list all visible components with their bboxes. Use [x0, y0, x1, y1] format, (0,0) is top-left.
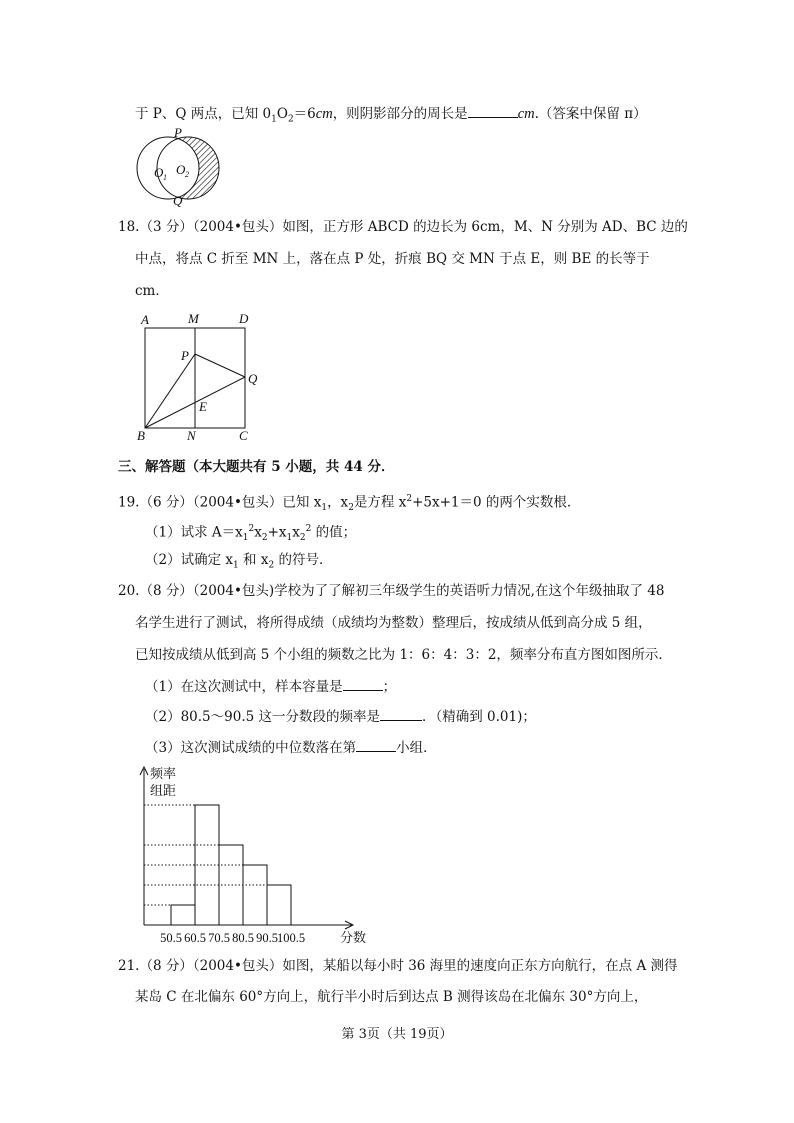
label-e: E	[199, 399, 207, 414]
x-tick-label: 80.5	[232, 931, 254, 945]
histogram-bar	[243, 865, 267, 925]
q19-item1: （1）试求 $A=x_1^2x_2+x_1x_2^2$ 的值；	[145, 524, 357, 544]
ylabel-top: 频率	[150, 766, 177, 781]
label-p: P	[174, 125, 182, 140]
x-tick-label: 90.5	[256, 931, 278, 945]
q20-item1: （1）在这次测试中，样本容量是 ；	[145, 676, 396, 697]
q20-item3: （3）这次测试成绩的中位数落在第 小组．	[145, 737, 437, 758]
q17-text: 于 P、Q 两点，已知 $0_1O_2=6cm$，则阴影部分的周长是 cm.（答案中保留 π）	[135, 103, 647, 130]
q21-line2: 某岛 C 在北偏东 60°方向上，航行半小时后到达点 B 测得该岛在北偏东 30°方向上，	[135, 989, 648, 1005]
page-footer: 第 3页（共 19页）	[341, 1027, 453, 1042]
xlabel: 分数	[340, 930, 367, 945]
label-m: M	[188, 311, 199, 326]
label-p: P	[181, 348, 189, 363]
label-o1-sub: 1	[163, 173, 167, 182]
label-q: Q	[248, 371, 258, 386]
q17-answer-blank	[468, 103, 518, 118]
frequency-histogram	[135, 765, 375, 945]
q21-line1: 21.（8 分）（2004•包头）如图，某船以每小时 36 海里的速度向正东方向航行，在点 A 测得	[118, 958, 678, 974]
two-circles-figure	[130, 125, 230, 208]
x-tick-label: 50.5	[160, 931, 182, 945]
q19-line1: 19.（6 分）（2004•包头）已知 $x_1$，$x_2$是方程 $x^2+5x+1=0$ 的两个实数根．	[118, 494, 581, 514]
x-tick-label: 60.5	[184, 931, 206, 945]
label-c: C	[239, 428, 248, 443]
q20-line1: 20.（8 分）（2004•包头)学校为了了解初三年级学生的英语听力情况,在这个年级抽取了 48	[118, 583, 665, 599]
histogram-bar	[267, 885, 291, 925]
histogram-bar	[171, 905, 195, 925]
label-n: N	[187, 428, 196, 443]
q20-line3: 已知按成绩从低到高 5 个小组的频数之比为 1：6：4：3：2，频率分布直方图如图所示．	[135, 647, 672, 663]
q18-line1: 18.（3 分）（2004•包头）如图，正方形 ABCD 的边长为 6cm，M、N 分别为 AD、BC 边的	[118, 219, 688, 235]
q19-item2: （2）试确定 $x_1$ 和 $x_2$ 的符号．	[145, 552, 333, 571]
label-o2: O	[176, 162, 186, 177]
label-b: B	[137, 428, 145, 443]
ylabel-bottom: 组距	[150, 783, 177, 798]
x-tick-label: 100.5	[276, 931, 306, 945]
label-q: Q	[173, 193, 183, 208]
label-o2-sub: 2	[185, 170, 189, 179]
q18-line3: cm．	[135, 283, 169, 299]
q18-line2: 中点，将点 C 折至 MN 上，落在点 P 处，折痕 BQ 交 MN 于点 E，则 BE 的长等于	[135, 251, 650, 267]
square-figure	[135, 310, 275, 445]
section-heading: 三、解答题（本大题共有 5 小题，共 44 分．	[118, 459, 395, 475]
q20-item2: （2）80.5～90.5 这一分数段的频率是 ．（精确到 0.01)；	[145, 706, 536, 727]
x-tick-label: 70.5	[208, 931, 230, 945]
label-d: D	[239, 311, 249, 326]
label-a: A	[141, 312, 149, 327]
label-o1: O	[154, 165, 164, 180]
q20-line2: 名学生进行了测试，将所得成绩（成绩均为整数）整理后，按成绩从低到高分成 5 组，	[135, 615, 652, 631]
